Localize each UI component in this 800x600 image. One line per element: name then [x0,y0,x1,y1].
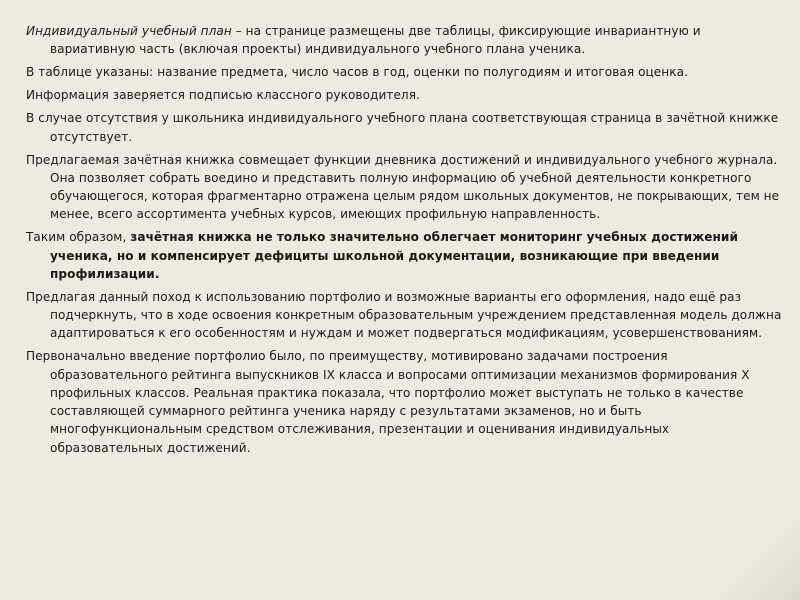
paragraph-signature [26,86,782,104]
paragraph-conclusion [26,228,782,283]
bold-statement: зачётная книжка не только значительно облегчает мониторинг учебных достижений ученика, но и компенсирует дефициты школьной документации, возникающие при введении профилизации. [50,230,738,281]
slide-body [26,22,782,462]
paragraph-table-contents [26,63,782,81]
paragraph-record-book-functions [26,151,782,224]
paragraph-text: – на странице размещены две таблицы, фиксирующие инвариантную и вариативную часть (включая проекты) индивидуального учебного плана ученика. [50,24,701,57]
page-curl-decoration [680,520,800,600]
paragraph-portfolio-approach [26,288,782,343]
paragraph-text: Предлагаемая зачётная книжка совмещает функции дневника достижений и индивидуального учебного журнала. Она позволяет собрать воедино и представить полную информацию об учебной деятельности конкретного обучающегося, которая фрагментарно отражена целым рядом школьных документов, не покрывающих, тем не менее, всего ассортимента учебных курсов, имеющих профильную направленность. [26,152,780,222]
paragraph-portfolio-history [26,347,782,456]
paragraph-text: В таблице указаны: название предмета, число часов в год, оценки по полугодиям и итоговая оценка. [26,65,688,80]
paragraph-text: Первоначально введение портфолио было, по преимуществу, мотивировано задачами построения образовательного рейтинга выпускников IX класса и вопросами оптимизации механизмов формирования X профильных классов. Реальная практика показала, что портфолио может выступать не только в качестве составляющей суммарного рейтинга ученика наряду с результатами экзаменов, но и быть многофункциональным средством отслеживания, презентации и оценивания индивидуальных образовательных достижений. [26,349,750,455]
term-individual-plan: Индивидуальный учебный план [26,24,232,38]
paragraph-text: Таким образом, [26,230,131,245]
paragraph-absence [26,109,782,145]
paragraph-text: В случае отсутствия у школьника индивидуального учебного плана соответствующая страница в зачётной книжке отсутствует. [26,111,779,144]
paragraph-text: Информация заверяется подписью классного руководителя. [26,88,420,103]
paragraph-text: Предлагая данный поход к использованию портфолио и возможные варианты его оформления, надо ещё раз подчеркнуть, что в ходе освоения конкретным образовательным учреждением представленная модель должна адаптироваться к его особенностям и нуждам и может подвергаться модификациям, усовершенствованиям. [26,289,782,341]
paragraph-individual-plan [26,22,782,58]
